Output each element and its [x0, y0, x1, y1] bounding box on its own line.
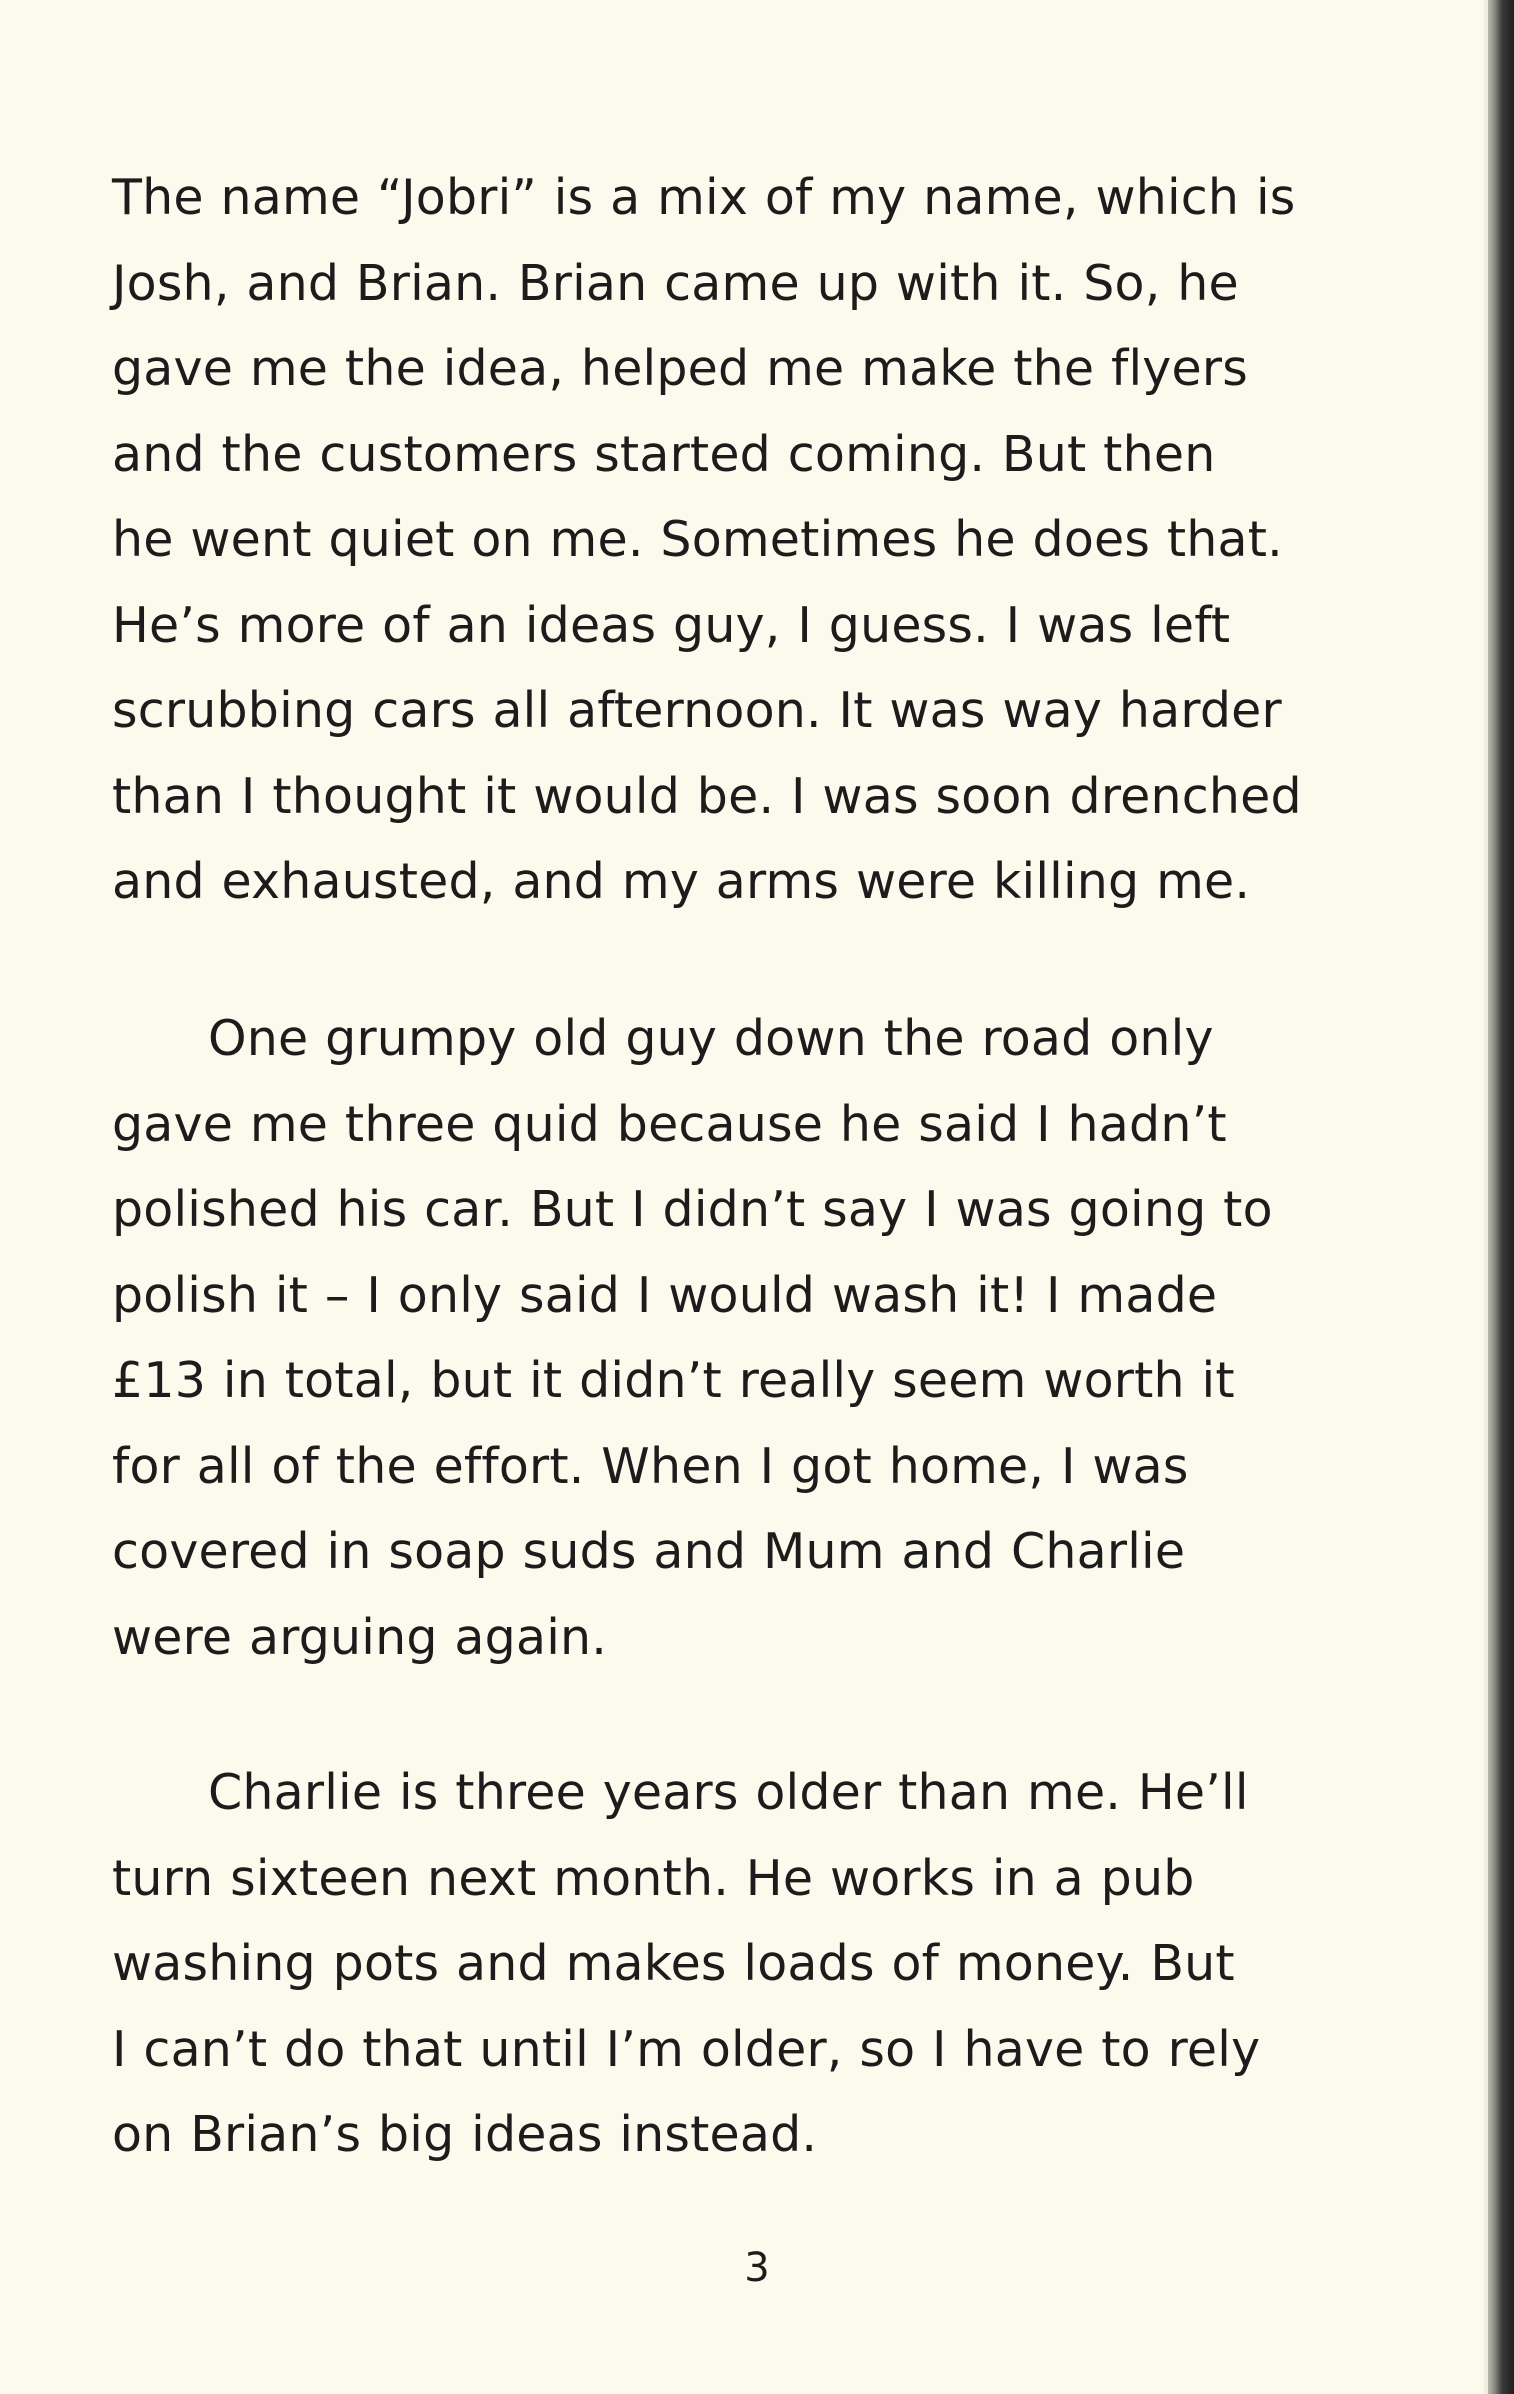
paragraph-line: than I thought it would be. I was soon drenched	[112, 767, 1302, 825]
paragraph-line: were arguing again.	[112, 1608, 608, 1666]
page-edge-shadow	[1484, 0, 1514, 2394]
paragraph-line: polished his car. But I didn’t say I was going to	[112, 1181, 1273, 1238]
paragraph-line: covered in soap suds and Mum and Charlie	[112, 1523, 1186, 1580]
paragraph-line: on Brian’s big ideas instead.	[112, 2106, 818, 2163]
paragraph-line: and the customers started coming. But then	[112, 425, 1216, 483]
paragraph-line: gave me three quid because he said I hadn’t	[112, 1095, 1227, 1153]
paragraph-line: £13 in total, but it didn’t really seem worth it	[112, 1352, 1235, 1409]
paragraph-line: Charlie is three years older than me. He’ll	[208, 1764, 1249, 1821]
paragraph-line: he went quiet on me. Sometimes he does that.	[112, 511, 1283, 568]
paragraph-2	[112, 996, 1402, 1680]
paragraph-line: and exhausted, and my arms were killing me.	[112, 853, 1251, 910]
paragraph-line: One grumpy old guy down the road only	[208, 1010, 1214, 1067]
paragraph-line: washing pots and makes loads of money. But	[112, 1935, 1235, 1992]
paragraph-line: gave me the idea, helped me make the flyers	[112, 340, 1248, 397]
paragraph-line: I can’t do that until I’m older, so I have to rely	[112, 2020, 1261, 2078]
page-number: 3	[744, 2245, 770, 2291]
paragraph-line: Josh, and Brian. Brian came up with it. So, he	[112, 254, 1239, 312]
paragraph-3	[112, 1750, 1402, 2178]
paragraph-line: for all of the effort. When I got home, I was	[112, 1437, 1189, 1495]
paragraph-line: The name “Jobri” is a mix of my name, which is	[112, 169, 1296, 226]
paragraph-line: scrubbing cars all afternoon. It was way harder	[112, 682, 1282, 739]
paragraph-line: turn sixteen next month. He works in a pub	[112, 1849, 1195, 1907]
paragraph-line: He’s more of an ideas guy, I guess. I was left	[112, 596, 1231, 654]
paragraph-1	[112, 155, 1402, 925]
paragraph-line: polish it – I only said I would wash it! I made	[112, 1266, 1218, 1324]
